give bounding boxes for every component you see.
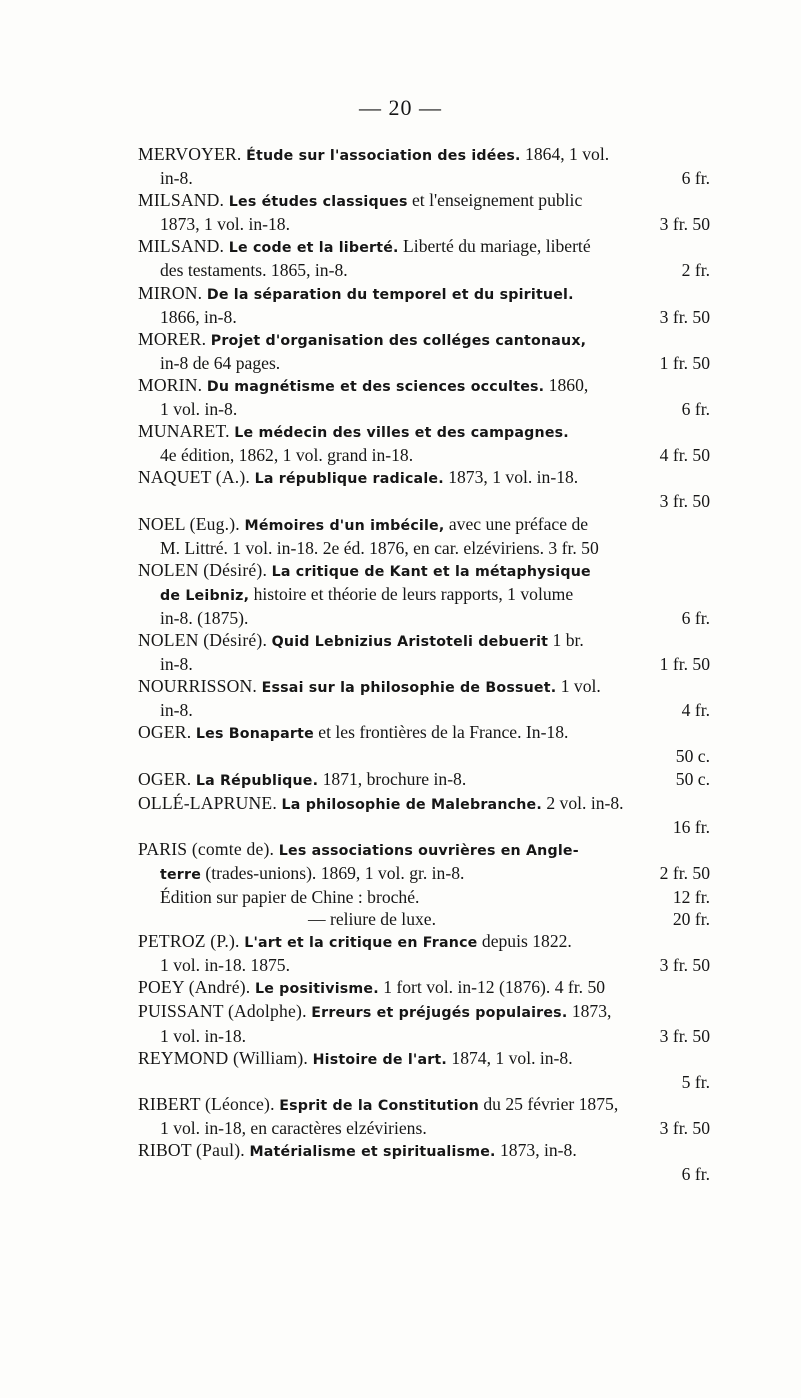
entry-first-line: [138, 513, 710, 537]
entry-author: RIBOT (Paul).: [138, 1140, 250, 1161]
catalog-entry: [138, 189, 710, 235]
entry-description: (trades-unions). 1869, 1 vol. gr. in-8.: [201, 862, 465, 883]
entry-description: depuis 1822.: [477, 931, 572, 952]
entry-author: MORER.: [138, 328, 211, 349]
entry-author: PUISSANT (Adolphe).: [138, 1001, 312, 1022]
catalog-entry: [138, 675, 710, 721]
entry-first-line: [138, 235, 710, 259]
catalog-entry: [138, 374, 710, 420]
entry-description: 2 vol. in-8.: [541, 792, 624, 813]
entry-description: in-8 de 64 pages.: [160, 352, 281, 373]
entry-price: 3 fr. 50: [659, 1117, 710, 1138]
catalog-entry: [138, 466, 710, 512]
catalog-entry: [138, 143, 710, 189]
entry-first-line: [138, 282, 710, 306]
entry-description: 1866, in-8.: [160, 306, 237, 327]
entry-first-line: [138, 1047, 710, 1071]
entry-line: [138, 607, 710, 629]
entry-author: OLLÉ-LAPRUNE.: [138, 792, 282, 813]
catalog-entry: [138, 629, 710, 675]
entry-line: [138, 653, 710, 675]
entry-first-line: [138, 1139, 710, 1163]
entry-first-line: [138, 559, 710, 583]
entry-price: 1 fr. 50: [659, 352, 710, 373]
entry-price: 16 fr.: [672, 816, 710, 837]
catalog-entry: [138, 328, 710, 374]
entry-title: Le positivisme.: [254, 981, 379, 998]
entry-line: [138, 745, 710, 767]
entry-text: [160, 444, 413, 466]
catalog-list: [138, 143, 710, 1185]
entry-first-line: [138, 976, 710, 1000]
entry-line: [138, 306, 710, 328]
entry-line: [138, 1163, 710, 1185]
entry-price: 3 fr. 50: [659, 491, 710, 512]
entry-price: 20 fr.: [672, 909, 710, 930]
catalog-entry: [138, 559, 710, 629]
entry-description: 1873,: [567, 1001, 612, 1022]
entry-line: [138, 490, 710, 512]
catalog-entry: [138, 1047, 710, 1093]
entry-author: NOLEN (Désiré).: [138, 629, 272, 650]
entry-first-line: [138, 838, 710, 862]
catalog-entry: [138, 1139, 710, 1185]
entry-description: 1 vol.: [556, 676, 601, 697]
entry-text: [160, 306, 237, 328]
entry-line: [138, 583, 710, 607]
entry-first-line: [138, 189, 710, 213]
entry-line: [138, 816, 710, 838]
entry-line: [138, 862, 710, 886]
catalog-entry: [138, 235, 710, 281]
entry-description: histoire et théorie de leurs rapports, 1 volume: [249, 583, 574, 604]
entry-line: [138, 886, 710, 908]
entry-description: avec une préface de: [444, 513, 589, 534]
entry-first-line: [138, 143, 710, 167]
entry-author: RIBERT (Léonce).: [138, 1093, 280, 1114]
entry-description: in-8.: [160, 168, 193, 189]
entry-author: POEY (André).: [138, 977, 255, 998]
entry-description: 1 br.: [548, 629, 584, 650]
entry-description: des testaments. 1865, in-8.: [160, 260, 348, 281]
entry-author: NOEL (Eug.).: [138, 513, 245, 534]
entry-text: [160, 699, 193, 721]
entry-description: 1864, 1 vol.: [520, 144, 610, 164]
catalog-entry: [138, 976, 710, 1000]
entry-title: Le médecin des villes et des campagnes.: [234, 425, 569, 442]
entry-description: et l'enseignement public: [407, 190, 583, 211]
entry-line: [138, 444, 710, 466]
entry-author: MILSAND.: [138, 236, 229, 257]
entry-line: [138, 954, 710, 976]
entry-price: 6 fr.: [681, 1164, 710, 1185]
entry-price: 3 fr. 50: [659, 1025, 710, 1046]
entry-author: MERVOYER.: [138, 144, 247, 164]
entry-author: OGER.: [138, 768, 196, 789]
entry-line: [138, 1025, 710, 1047]
entry-title: Esprit de la Constitution: [279, 1097, 479, 1114]
entry-first-line: [138, 466, 710, 490]
entry-title: Projet d'organisation des colléges cantonaux,: [210, 332, 587, 349]
entry-line: [138, 699, 710, 721]
entry-title: Les études classiques: [228, 194, 408, 211]
entry-description: 1 vol. in-18. 1875.: [160, 955, 290, 976]
entry-description: 1873, 1 vol. in-18.: [160, 214, 290, 235]
entry-line: [138, 398, 710, 420]
catalog-entry: [138, 721, 710, 767]
entry-first-line: [138, 1093, 710, 1117]
entry-description: 1 vol. in-18, en caractères elzéviriens.: [160, 1117, 427, 1138]
entry-title: terre: [160, 866, 202, 883]
entry-description: Liberté du mariage, liberté: [398, 236, 591, 257]
entry-line: [138, 537, 710, 559]
entry-title: Quid Lebnizius Aristoteli debuerit: [271, 633, 549, 650]
catalog-entry: [138, 1000, 710, 1046]
entry-first-line: [138, 792, 710, 816]
entry-description: 4e édition, 1862, 1 vol. grand in-18.: [160, 445, 414, 466]
entry-author: PETROZ (P.).: [138, 931, 245, 952]
entry-title: Les associations ouvrières en Angle-: [278, 842, 579, 859]
entry-price: 3 fr. 50: [659, 306, 710, 327]
entry-line: [138, 259, 710, 281]
entry-text: [138, 768, 466, 792]
entry-title: Histoire de l'art.: [312, 1051, 448, 1068]
entry-first-line: [138, 721, 710, 745]
catalog-entry: [138, 792, 710, 838]
entry-price: 6 fr.: [681, 168, 710, 189]
entry-author: REYMOND (William).: [138, 1047, 313, 1068]
entry-title: Essai sur la philosophie de Bossuet.: [261, 680, 557, 697]
entry-title: La République.: [195, 772, 319, 789]
entry-author: NOLEN (Désiré).: [138, 559, 272, 580]
entry-price: 50 c.: [675, 768, 710, 789]
entry-description: 1871, brochure in-8.: [318, 768, 467, 789]
entry-first-line: [138, 374, 710, 398]
entry-description: M. Littré. 1 vol. in-18. 2e éd. 1876, en car. elzéviriens. 3 fr. 50: [160, 537, 599, 558]
entry-title: Les Bonaparte: [195, 726, 314, 743]
entry-title: La critique de Kant et la métaphysique: [271, 563, 591, 580]
entry-title: Du magnétisme et des sciences occultes.: [206, 378, 545, 395]
entry-price: 2 fr. 50: [659, 862, 710, 883]
entry-first-line: [138, 420, 710, 444]
page-number: — 20 —: [359, 95, 442, 120]
entry-line: [138, 1071, 710, 1093]
entry-title: de Leibniz,: [160, 587, 250, 604]
entry-price: 3 fr. 50: [659, 955, 710, 976]
entry-text: [160, 259, 348, 281]
entry-title: De la séparation du temporel et du spirituel.: [206, 286, 574, 303]
entry-first-line: [138, 629, 710, 653]
entry-author: OGER.: [138, 722, 196, 743]
entry-author: MUNARET.: [138, 421, 235, 442]
entry-price: 3 fr. 50: [659, 214, 710, 235]
entry-price: 4 fr.: [681, 700, 710, 721]
entry-text: [160, 607, 248, 629]
entry-description: in-8.: [160, 654, 193, 675]
entry-text: [160, 352, 280, 374]
entry-text: [160, 167, 193, 189]
entry-description: 1 vol. in-8.: [160, 399, 238, 420]
entry-text: [160, 653, 193, 675]
entry-description: 1874, 1 vol. in-8.: [447, 1047, 573, 1068]
entry-first-line: [138, 768, 710, 792]
entry-description: du 25 février 1875,: [478, 1093, 619, 1114]
entry-first-line: [138, 328, 710, 352]
entry-author: NOURRISSON.: [138, 676, 262, 697]
catalog-entry: [138, 930, 710, 976]
entry-title: Matérialisme et spiritualisme.: [249, 1144, 496, 1161]
entry-author: NAQUET (A.).: [138, 467, 255, 488]
entry-title: Étude sur l'association des idées.: [246, 148, 521, 164]
catalog-entry: [138, 768, 710, 792]
catalog-entry: [138, 838, 710, 930]
entry-description: 1873, 1 vol. in-18.: [443, 467, 579, 488]
entry-author: MILSAND.: [138, 190, 229, 211]
catalog-entry: [138, 420, 710, 466]
entry-description: in-8.: [160, 700, 193, 721]
entry-author: MIRON.: [138, 282, 207, 303]
catalog-entry: [138, 513, 710, 559]
entry-price: 6 fr.: [681, 607, 710, 628]
entry-text: [160, 862, 464, 886]
catalog-entry: [138, 1093, 710, 1139]
entry-price: 12 fr.: [672, 887, 710, 907]
entry-text: [160, 1117, 427, 1139]
entry-description: — reliure de luxe.: [308, 909, 436, 930]
entry-line: [138, 167, 710, 189]
entry-title: La république radicale.: [254, 471, 444, 488]
entry-author: PARIS (comte de).: [138, 838, 279, 859]
entry-title: Mémoires d'un imbécile,: [244, 517, 445, 534]
entry-title: La philosophie de Malebranche.: [281, 796, 542, 813]
entry-price: 6 fr.: [681, 399, 710, 420]
entry-description: in-8. (1875).: [160, 607, 249, 628]
entry-title: L'art et la critique en France: [244, 935, 478, 952]
entry-line: [138, 213, 710, 235]
entry-description: 1 fort vol. in-12 (1876). 4 fr. 50: [378, 977, 606, 998]
entry-description: Édition sur papier de Chine : broché.: [160, 887, 420, 907]
entry-first-line: [138, 930, 710, 954]
entry-first-line: [138, 1000, 710, 1024]
entry-description: 1873, in-8.: [495, 1140, 577, 1161]
entry-line: [138, 352, 710, 374]
entry-price: 1 fr. 50: [659, 654, 710, 675]
entry-text: [160, 1025, 246, 1047]
entry-text: [308, 908, 436, 930]
entry-text: [160, 954, 290, 976]
entry-line: [138, 1117, 710, 1139]
entry-title: Le code et la liberté.: [228, 240, 399, 257]
entry-price: 2 fr.: [681, 260, 710, 281]
entry-author: MORIN.: [138, 374, 207, 395]
entry-text: [160, 398, 237, 420]
entry-price: 5 fr.: [681, 1071, 710, 1092]
entry-description: 1 vol. in-18.: [160, 1025, 247, 1046]
entry-title: Erreurs et préjugés populaires.: [311, 1005, 568, 1022]
entry-text: [160, 886, 419, 908]
entry-price: 4 fr. 50: [659, 445, 710, 466]
entry-price: 50 c.: [675, 746, 710, 767]
entry-line: [138, 908, 710, 930]
entry-first-line: [138, 675, 710, 699]
catalog-entry: [138, 282, 710, 328]
entry-description: et les frontières de la France. In-18.: [313, 722, 569, 743]
entry-description: 1860,: [544, 374, 589, 395]
entry-text: [160, 213, 290, 235]
